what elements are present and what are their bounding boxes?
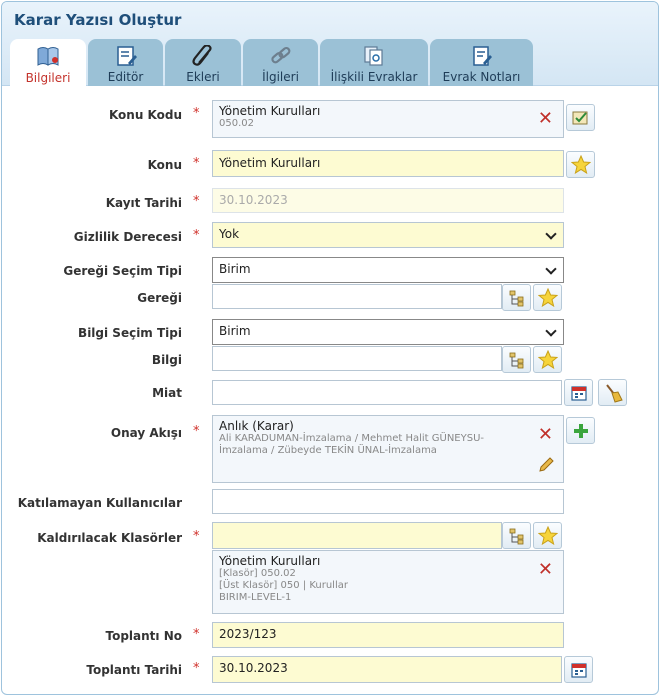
tab-iliskili-evraklar[interactable] bbox=[320, 39, 428, 86]
klasor-item-line3: BIRIM-LEVEL-1 bbox=[219, 592, 292, 603]
calendar-icon bbox=[570, 384, 588, 402]
kaldirilacak-klasorler-label: Kaldırılacak Klasörler bbox=[37, 531, 182, 545]
geregi-secim-tipi-label: Gereği Seçim Tipi bbox=[63, 264, 182, 278]
onay-akisi-title: Anlık (Karar) bbox=[219, 419, 294, 433]
gizlilik-derecesi-select[interactable]: Yok bbox=[212, 222, 564, 248]
plus-icon bbox=[572, 422, 590, 440]
required-mark: * bbox=[193, 627, 200, 642]
onay-akisi-label: Onay Akışı bbox=[110, 426, 182, 440]
bilgi-input[interactable] bbox=[212, 346, 502, 371]
miat-input[interactable] bbox=[212, 380, 562, 405]
toplanti-tarihi-calendar-button[interactable] bbox=[564, 656, 593, 683]
tab-bilgileri-label: Bilgileri bbox=[25, 71, 71, 85]
required-mark: * bbox=[193, 106, 200, 121]
bilgi-label: Bilgi bbox=[151, 353, 182, 367]
tab-editor[interactable] bbox=[88, 39, 163, 86]
bilgi-secim-tipi-label: Bilgi Seçim Tipi bbox=[78, 326, 182, 340]
required-mark: * bbox=[193, 661, 200, 676]
geregi-label: Gereği bbox=[137, 291, 182, 305]
add-onay-akisi-button[interactable] bbox=[566, 417, 595, 444]
miat-label: Miat bbox=[152, 386, 182, 400]
create-decision-document-window bbox=[1, 1, 659, 695]
tree-icon bbox=[508, 289, 526, 307]
konu-kodu-value: Yönetim Kurulları bbox=[219, 104, 321, 118]
konu-kodu-label: Konu Kodu bbox=[108, 108, 182, 122]
onay-akisi-field[interactable] bbox=[212, 415, 564, 483]
geregi-tree-button[interactable] bbox=[502, 284, 531, 311]
book-icon bbox=[36, 45, 60, 67]
klasorler-tree-button[interactable] bbox=[502, 522, 531, 549]
window-header bbox=[2, 2, 658, 86]
paperclip-icon bbox=[191, 45, 215, 67]
tab-bilgileri[interactable] bbox=[10, 39, 86, 87]
toplanti-tarihi-label: Toplantı Tarihi bbox=[86, 663, 182, 677]
klasor-item-line1: [Klasör] 050.02 bbox=[219, 568, 296, 579]
pencil-icon[interactable] bbox=[537, 456, 555, 474]
geregi-input[interactable] bbox=[212, 284, 502, 309]
toplanti-tarihi-input[interactable]: 30.10.2023 bbox=[212, 656, 562, 683]
onay-akisi-detail: Ali KARADUMAN-İmzalama / Mehmet Halit GÜNEYSU-İmzalama / Zübeyde TEKİN ÜNAL-İmzalama bbox=[219, 433, 484, 456]
klasor-item-line2: [Üst Klasör] 050 | Kurullar bbox=[219, 580, 348, 591]
miat-calendar-button[interactable] bbox=[564, 379, 593, 406]
checklist-icon bbox=[571, 109, 591, 127]
star-icon bbox=[571, 155, 591, 174]
gizlilik-derecesi-label: Gizlilik Derecesi bbox=[73, 230, 182, 244]
miat-clear-button[interactable] bbox=[598, 379, 627, 406]
tab-evrak-notlari[interactable] bbox=[430, 39, 533, 86]
window-title: Karar Yazısı Oluştur bbox=[14, 11, 182, 29]
tab-ilgileri-label: İlgileri bbox=[262, 70, 299, 84]
favorite-konu-button[interactable] bbox=[566, 151, 595, 178]
required-mark: * bbox=[193, 156, 200, 171]
geregi-favorite-button[interactable] bbox=[533, 284, 562, 311]
konu-label: Konu bbox=[147, 158, 182, 172]
related-documents-icon bbox=[362, 45, 386, 67]
tab-evrak-notlari-label: Evrak Notları bbox=[442, 70, 521, 84]
kayit-tarihi-input: 30.10.2023 bbox=[212, 188, 564, 213]
required-mark: * bbox=[193, 529, 200, 544]
bilgi-tree-button[interactable] bbox=[502, 346, 531, 373]
remove-klasor-button[interactable]: ✕ bbox=[537, 559, 553, 580]
klasor-item-title: Yönetim Kurulları bbox=[219, 554, 321, 568]
tab-iliskili-evraklar-label: İlişkili Evraklar bbox=[330, 70, 418, 84]
required-mark: * bbox=[193, 424, 200, 439]
bilgi-favorite-button[interactable] bbox=[533, 346, 562, 373]
star-icon bbox=[538, 350, 558, 369]
link-icon bbox=[269, 45, 293, 67]
required-mark: * bbox=[193, 228, 200, 243]
klasor-list-item bbox=[212, 550, 564, 614]
tab-ilgileri[interactable] bbox=[243, 39, 318, 86]
katilamayan-kullanicilar-input[interactable] bbox=[212, 489, 564, 514]
clear-konu-kodu-button[interactable]: ✕ bbox=[537, 108, 553, 129]
note-icon bbox=[470, 45, 494, 67]
star-icon bbox=[538, 288, 558, 307]
geregi-secim-tipi-select[interactable]: Birim bbox=[212, 257, 564, 283]
select-konu-kodu-button[interactable] bbox=[566, 104, 595, 131]
konu-kodu-field[interactable] bbox=[212, 100, 564, 138]
clear-onay-akisi-button[interactable]: ✕ bbox=[537, 424, 553, 445]
tab-editor-label: Editör bbox=[107, 70, 144, 84]
bilgi-secim-tipi-select[interactable]: Birim bbox=[212, 319, 564, 345]
broom-icon bbox=[603, 383, 623, 403]
required-mark: * bbox=[193, 194, 200, 209]
katilamayan-kullanicilar-label: Katılamayan Kullanıcılar bbox=[17, 496, 182, 510]
konu-input[interactable]: Yönetim Kurulları bbox=[212, 150, 564, 177]
toplanti-no-label: Toplantı No bbox=[105, 629, 182, 643]
tab-ekleri-label: Ekleri bbox=[186, 70, 220, 84]
toplanti-no-input[interactable]: 2023/123 bbox=[212, 622, 564, 648]
tree-icon bbox=[508, 527, 526, 545]
calendar-icon bbox=[570, 661, 588, 679]
tab-ekleri[interactable] bbox=[165, 39, 241, 86]
kaldirilacak-klasorler-input[interactable] bbox=[212, 522, 502, 549]
konu-kodu-code: 050.02 bbox=[219, 118, 254, 129]
edit-document-icon bbox=[114, 45, 138, 67]
klasorler-favorite-button[interactable] bbox=[533, 522, 562, 549]
kayit-tarihi-label: Kayıt Tarihi bbox=[105, 196, 182, 210]
tree-icon bbox=[508, 351, 526, 369]
star-icon bbox=[538, 526, 558, 545]
